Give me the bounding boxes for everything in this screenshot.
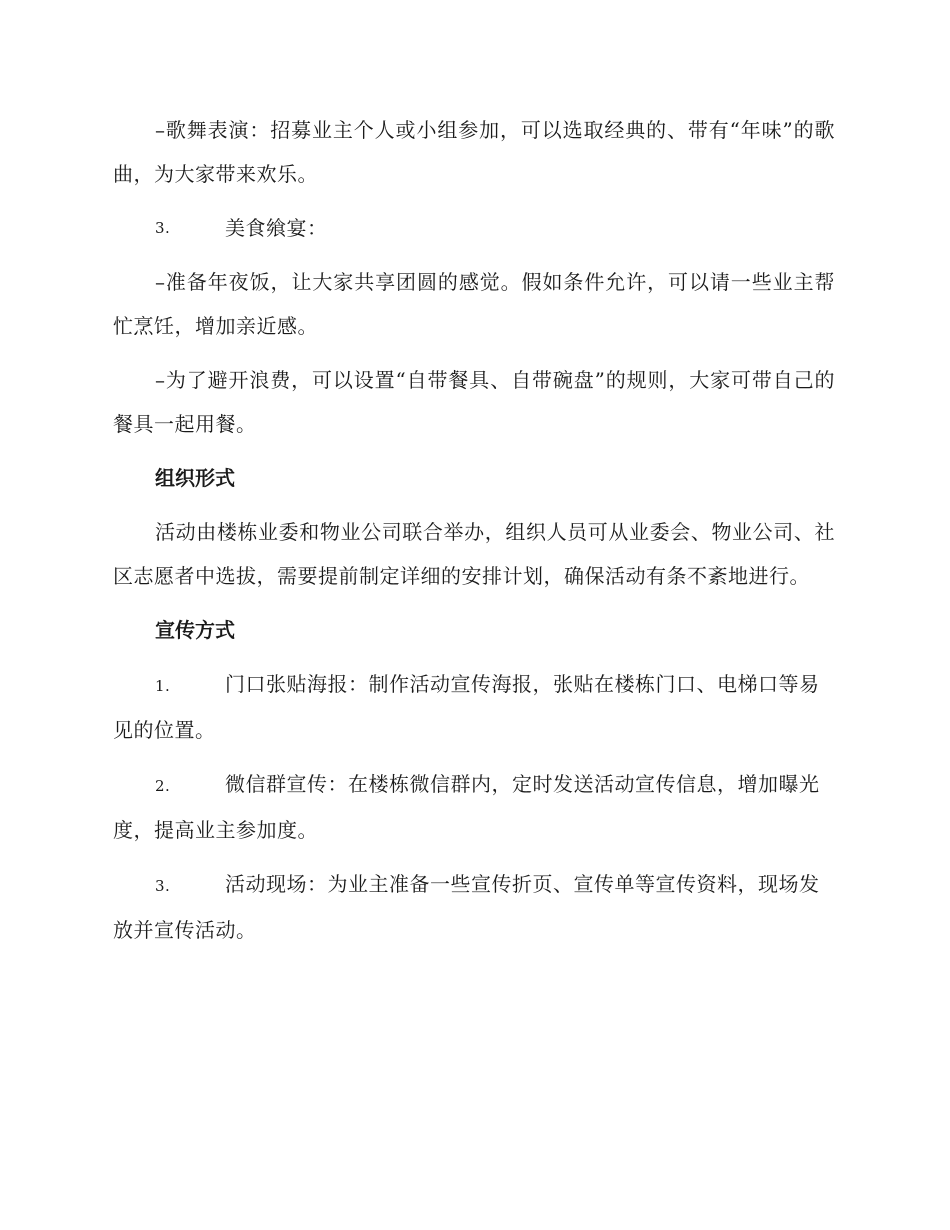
list-number: 3. — [155, 219, 171, 237]
paragraph-avoid-waste: –为了避开浪费，可以设置“自带餐具、自带碗盘”的规则，大家可带自己的餐具一起用餐。 — [113, 368, 835, 436]
list-item-text: 活动现场：为业主准备一些宣传折页、宣传单等宣传资料，现场发放并宣传活动。 — [113, 872, 820, 942]
list-number: 2. — [155, 777, 171, 795]
paragraph-new-year-dinner: –准备年夜饭，让大家共享团圆的感觉。假如条件允许，可以请一些业主帮忙烹饪，增加亲近感。 — [113, 270, 835, 338]
list-item-promo-3 — [113, 862, 835, 952]
list-item-promo-1 — [113, 662, 835, 752]
list-item-promo-2 — [113, 762, 835, 852]
list-item-text: 门口张贴海报：制作活动宣传海报，张贴在楼栋门口、电梯口等易见的位置。 — [113, 672, 820, 742]
list-number: 1. — [155, 677, 171, 695]
list-item-text: 微信群宣传：在楼栋微信群内，定时发送活动宣传信息，增加曝光度，提高业主参加度。 — [113, 772, 820, 842]
document-page — [113, 108, 835, 962]
heading-promotion: 宣传方式 — [155, 618, 235, 642]
list-item-food-feast — [113, 206, 835, 250]
paragraph-song-dance: –歌舞表演：招募业主个人或小组参加，可以选取经典的、带有“年味”的歌曲，为大家带来欢乐。 — [113, 118, 835, 186]
paragraph-organization: 活动由楼栋业委和物业公司联合举办，组织人员可从业委会、物业公司、社区志愿者中选拔，需要提前制定详细的安排计划，确保活动有条不紊地进行。 — [113, 520, 835, 588]
heading-organization: 组织形式 — [155, 466, 235, 490]
list-item-text: 美食飨宴： — [225, 216, 328, 240]
list-number: 3. — [155, 877, 171, 895]
